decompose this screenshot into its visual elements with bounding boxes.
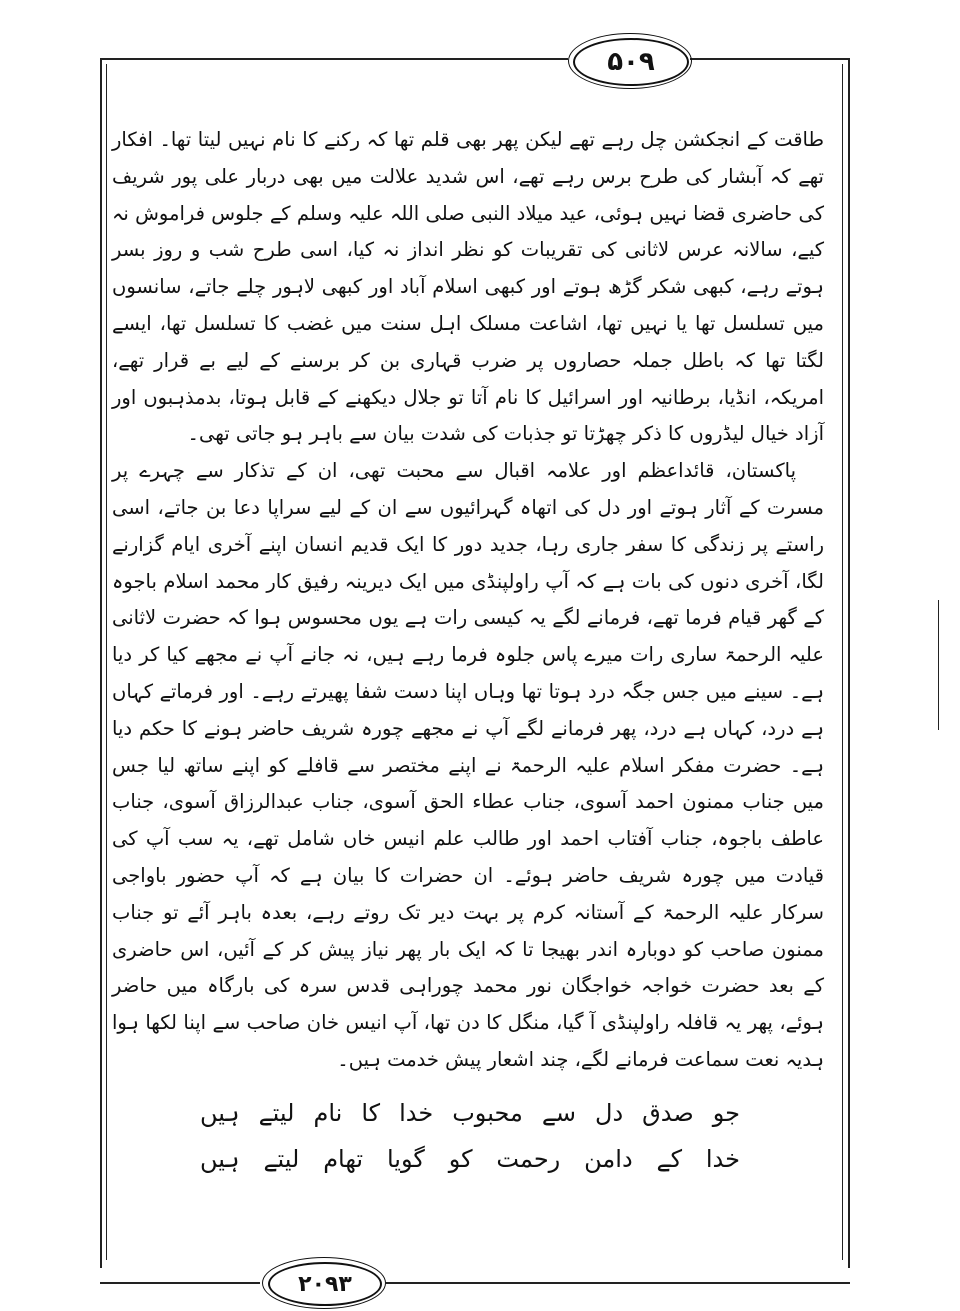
margin-fold-line xyxy=(938,600,939,730)
paragraph-1: طاقت کے انجکشن چل رہے تھے لیکن پھر بھی قلم تھا کہ رکنے کا نام نہیں لیتا تھا۔ افکار تھے کہ آبشار کی طرح برس رہے تھے، اس شدید علالت میں بھی دربار علی پور شریف کی حاضری قضا نہیں ہوئی، عید میلاد النبی صلی اللہ علیہ وسلم کے جلوس فراموش نہ کیے، سالانہ عرس لاثانی کی تقریبات کو نظر انداز نہ کیا، اسی طرح شب و روز بسر ہوتے رہے، کبھی شکر گڑھ ہوتے اور کبھی اسلام آباد اور کبھی لاہور چلے جاتے، سانسوں میں تسلسل تھا یا نہیں تھا، اشاعت مسلک اہل سنت میں غضب کا تسلسل تھا، ایسے لگتا تھا کہ باطل جملہ حصاروں پر ضرب قہاری بن کر برسنے کے لیے بے قرار تھے، امریکہ، انڈیا، برطانیہ اور اسرائیل کا نام آتا تو جلال دیکھنے کے قابل ہوتا، بدمذہبوں اور آزاد خیال لیڈروں کا ذکر چھڑتا تو جذبات کی شدت بیان سے باہر ہو جاتی تھی۔ xyxy=(112,128,824,446)
poem-line-1: جو صدق دل سے محبوب خدا کا نام لیتے ہیں xyxy=(200,1099,740,1127)
page-number-bottom: ۲۰۹۳ xyxy=(268,1262,382,1306)
poem-couplet xyxy=(200,1090,740,1182)
frame-top-line-right xyxy=(690,58,850,60)
poem-line-2: خدا کے دامن رحمت کو گویا تھام لیتے ہیں xyxy=(200,1145,740,1173)
frame-bottom-line-right xyxy=(386,1282,850,1284)
frame-left-line xyxy=(100,58,102,1268)
paragraph-2: پاکستان، قائداعظم اور علامہ اقبال سے محبت تھی، ان کے تذکار سے چہرے پر مسرت کے آثار ہوتے اور دل کی اتھاہ گہرائیوں سے ان کے لیے سراپا دعا بن جاتے، اسی راستے پر زندگی کا سفر جاری رہا، جدید دور کا ایک قدیم انسان اپنے آخری ایام گزارنے لگا، آخری دنوں کی بات ہے کہ آپ راولپنڈی میں ایک دیرینہ رفیق کار محمد اسلام باجوہ کے گھر قیام فرما تھے، فرمانے لگے یہ کیسی رات ہے یوں محسوس ہوا کہ حضرت لاثانی علیہ الرحمۃ ساری رات میرے پاس جلوہ فرما رہے ہیں، نہ جانے آپ نے مجھے کیا کر دیا ہے۔ سینے میں جس جگہ درد ہوتا تھا وہاں اپنا دست شفا پھیرتے رہے۔ اور فرماتے کہاں ہے درد، کہاں ہے درد، پھر فرمانے لگے آپ نے مجھے چورہ شریف حاضر ہونے کا حکم دیا ہے۔ حضرت مفکر اسلام علیہ الرحمۃ نے اپنے مختصر سے قافلے کو اپنے ساتھ لیا جس میں جناب ممنون احمد آسوی، جناب عطاء الحق آسوی، جناب عبدالرزاق آسوی، جناب عاطف باجوہ، جناب آفتاب احمد اور طالب علم انیس خاں شامل تھے، یہ سب آپ کی قیادت میں چورہ شریف حاضر ہوئے۔ ان حضرات کا بیان ہے کہ آپ حضور باواجی سرکار علیہ الرحمۃ کے آستانہ کرم پر بہت دیر تک روتے رہے، بعدہ باہر آئے تو جناب ممنون صاحب کو دوبارہ اندر بھیجا تا کہ ایک بار پھر نیاز پیش کر کے آئیں، اس حاضری کے بعد حضرت خواجہ خواجگان نور محمد چوراہی قدس سرہ کی بارگاہ میں حاضر ہوئے، پھر یہ قافلہ راولپنڈی آ گیا، منگل کا دن تھا، آپ انیس خان صاحب سے اپنا لکھا ہوا ہدیہ نعت سماعت فرمانے لگے، چند اشعار پیش خدمت ہیں۔ xyxy=(112,459,824,1071)
frame-right-line-inner xyxy=(842,64,843,1260)
page-number-top: ۵۰۹ xyxy=(573,38,689,86)
frame-left-line-inner xyxy=(106,64,107,1260)
frame-right-line xyxy=(848,58,850,1268)
body-text xyxy=(112,122,824,1079)
frame-bottom-line-left xyxy=(100,1282,260,1284)
frame-top-line xyxy=(100,58,568,60)
